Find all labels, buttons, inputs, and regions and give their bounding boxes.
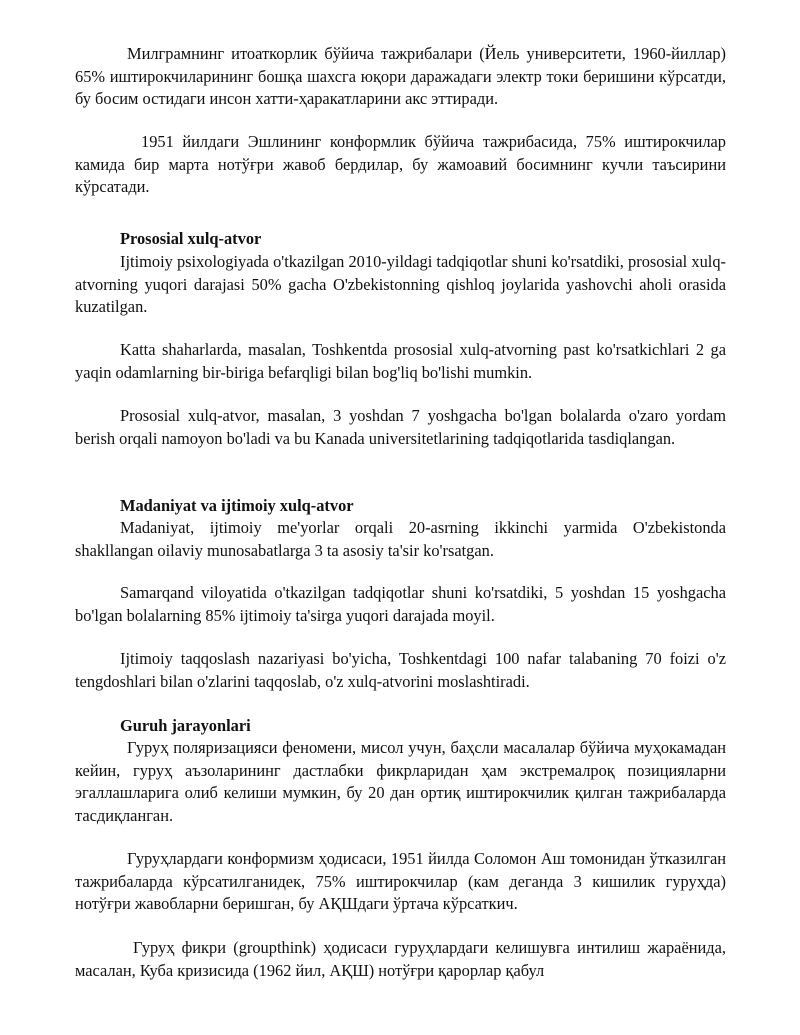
- heading-group: Guruh jarayonlari: [120, 716, 251, 735]
- paragraph-children-prosocial: Prososial xulq-atvor, masalan, 3 yoshdan 7 yoshgacha bo'lgan bolalarda o'zaro yordam berish orqali namoyon bo'ladi va bu Kanada universitetlarining tadqiqotlarida tasdiqlangan.: [75, 406, 726, 448]
- paragraph-samarkand: Samarqand viloyatida o'tkazilgan tadqiqotlar shuni ko'rsatdiki, 5 yoshdan 15 yoshgacha bo'lgan bolalarning 85% ijtimoiy ta'sirga yuqori darajada moyil.: [75, 583, 726, 625]
- paragraph-milgram: Милграмнинг итоаткорлик бўйича тажрибалари (Йель университети, 1960-йиллар) 65% иштирокчиларининг бошқа шахсга юқори даражадаги электр токи беришини кўрсатди, бу босим остидаги инсон хатти-ҳаракатларини акс эттиради.: [75, 44, 726, 108]
- paragraph-groupthink: Гуруҳ фикри (groupthink) ҳодисаси гуруҳлардаги келишувга интилиш жараёнида, масалан, Куба кризисида (1962 йил, АҚШ) нотўғри қарорлар қабул: [75, 938, 726, 980]
- paragraph-tashkent-prosocial: Katta shaharlarda, masalan, Toshkentda prososial xulq-atvorning past ko'rsatkichlari 2 ga yaqin odamlarning bir-biriga befarqligi bilan bog'liq bo'lishi mumkin.: [75, 340, 726, 382]
- paragraph-prosocial-2010: Ijtimoiy psixologiyada o'tkazilgan 2010-yildagi tadqiqotlar shuni ko'rsatdiki, prososial xulq-atvorning yuqori darajasi 50% gacha O'zbekistonning qishloq joylarida yashovchi aholi orasida kuzatilgan.: [75, 252, 726, 316]
- heading-prosocial: Prososial xulq-atvor: [120, 229, 262, 248]
- heading-culture: Madaniyat va ijtimoiy xulq-atvor: [120, 496, 354, 515]
- paragraph-social-comparison: Ijtimoiy taqqoslash nazariyasi bo'yicha, Toshkentdagi 100 nafar talabaning 70 foizi o'z tengdoshlari bilan o'zlarini taqqoslab, o'z xulq-atvorini moslashtiradi.: [75, 649, 726, 691]
- paragraph-asch-1951: 1951 йилдаги Эшлининг конформлик бўйича тажрибасида, 75% иштирокчилар камида бир марта нотўғри жавоб бердилар, бу жамоавий босимнинг кучли таъсирини кўрсатади.: [75, 132, 726, 196]
- paragraph-culture-norms: Madaniyat, ijtimoiy me'yorlar orqali 20-asrning ikkinchi yarmida O'zbekistonda shakllangan oilaviy munosabatlarga 3 ta asosiy ta'sir ko'rsatgan.: [75, 518, 726, 560]
- paragraph-group-conformism: Гуруҳлардаги конформизм ҳодисаси, 1951 йилда Соломон Аш томонидан ўтказилган тажрибаларда кўрсатилганидек, 75% иштирокчилар (кам деганда 3 кишилик гуруҳда) нотўғри жавобларни беришган, бу АҚШдаги ўртача кўрсаткич.: [75, 849, 726, 913]
- paragraph-group-polarization: Гуруҳ поляризацияси феномени, мисол учун, баҳсли масалалар бўйича муҳокамадан кейин, гуруҳ аъзоларининг дастлабки фикрларидан ҳам экстремалроқ позицияларни эгаллашларига олиб келиши мумкин, бу 20 дан ортиқ иштирокчилик қилган тажрибаларда тасдиқланган.: [75, 738, 726, 825]
